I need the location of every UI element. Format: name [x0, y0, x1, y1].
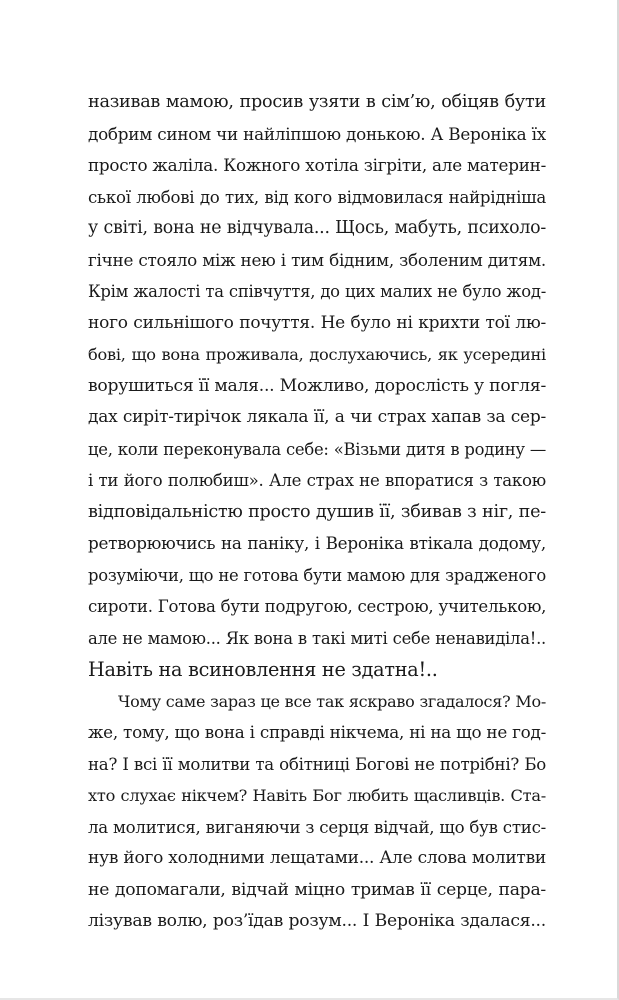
text-line: просто жаліла. Кожного хотіла зігріти, але материн-: [88, 155, 547, 175]
text-line: на? І всі її молитви та обітниці Богові не потрібні? Бо: [88, 754, 546, 774]
page-text: [88, 87, 546, 938]
text-line: Чому саме зараз це все так яскраво згадалося? Мо-: [118, 691, 546, 711]
text-line: у світі, вона не відчувала... Щось, мабуть, психоло-: [88, 218, 546, 238]
text-line: бові, що вона проживала, дослухаючись, як усередині: [88, 345, 546, 364]
text-line: розуміючи, що не готова бути мамою для зрадженого: [88, 565, 546, 585]
text-line: Навіть на всиновлення не здатна!..: [88, 658, 438, 681]
text-line: ворушиться її маля... Можливо, дорослість у погля-: [88, 375, 546, 396]
text-line: добрим сином чи найліпшою донькою. А Вероніка їх: [88, 123, 546, 144]
text-line: ла молитися, виганяючи з серця відчай, що був стис-: [88, 817, 546, 837]
text-line: і ти його полюбиш». Але страх не впоратися з такою: [88, 471, 546, 490]
text-line: дах сиріт-тирічок лякала її, а чи страх хапав за сер-: [88, 407, 546, 427]
text-line: відповідальністю просто душив її, збивав з ніг, пе-: [88, 501, 546, 522]
text-line: це, коли переконувала себе: «Візьми дитя в родину —: [88, 439, 546, 459]
text-line: ретворюючись на паніку, і Вероніка втікала додому,: [88, 533, 546, 553]
text-line: ного сильнішого почуття. Не було ні крихти тої лю-: [88, 312, 546, 333]
text-line: ської любові до тих, від кого відмовилася найрідніша: [88, 187, 546, 207]
text-line: сироти. Готова бути подругою, сестрою, учителькою,: [88, 597, 547, 616]
text-line: Крім жалості та співчуття, до цих малих не було жод-: [88, 282, 546, 301]
text-line: не допомагали, відчай міцно тримав її серце, пара-: [88, 879, 546, 900]
text-line: лізував волю, роз’їдав розум... І Вероніка здалася...: [88, 911, 546, 931]
text-line: але не мамою... Як вона в такі миті себе ненавиділа!..: [88, 628, 546, 648]
text-line: називав мамою, просив узяти в сім’ю, обіцяв бути: [88, 92, 546, 112]
paragraph-2: [88, 686, 546, 938]
text-line: нув його холодними лещатами... Але слова молитви: [88, 848, 546, 868]
paragraph-1: [88, 87, 546, 686]
text-line: гічне стояло між нею і тим бідним, зболеним дитям.: [88, 249, 546, 270]
text-line: же, тому, що вона і справді нікчема, ні на що не год-: [88, 722, 546, 742]
text-line: хто слухає нікчем? Навіть Бог любить щасливців. Ста-: [88, 786, 546, 805]
